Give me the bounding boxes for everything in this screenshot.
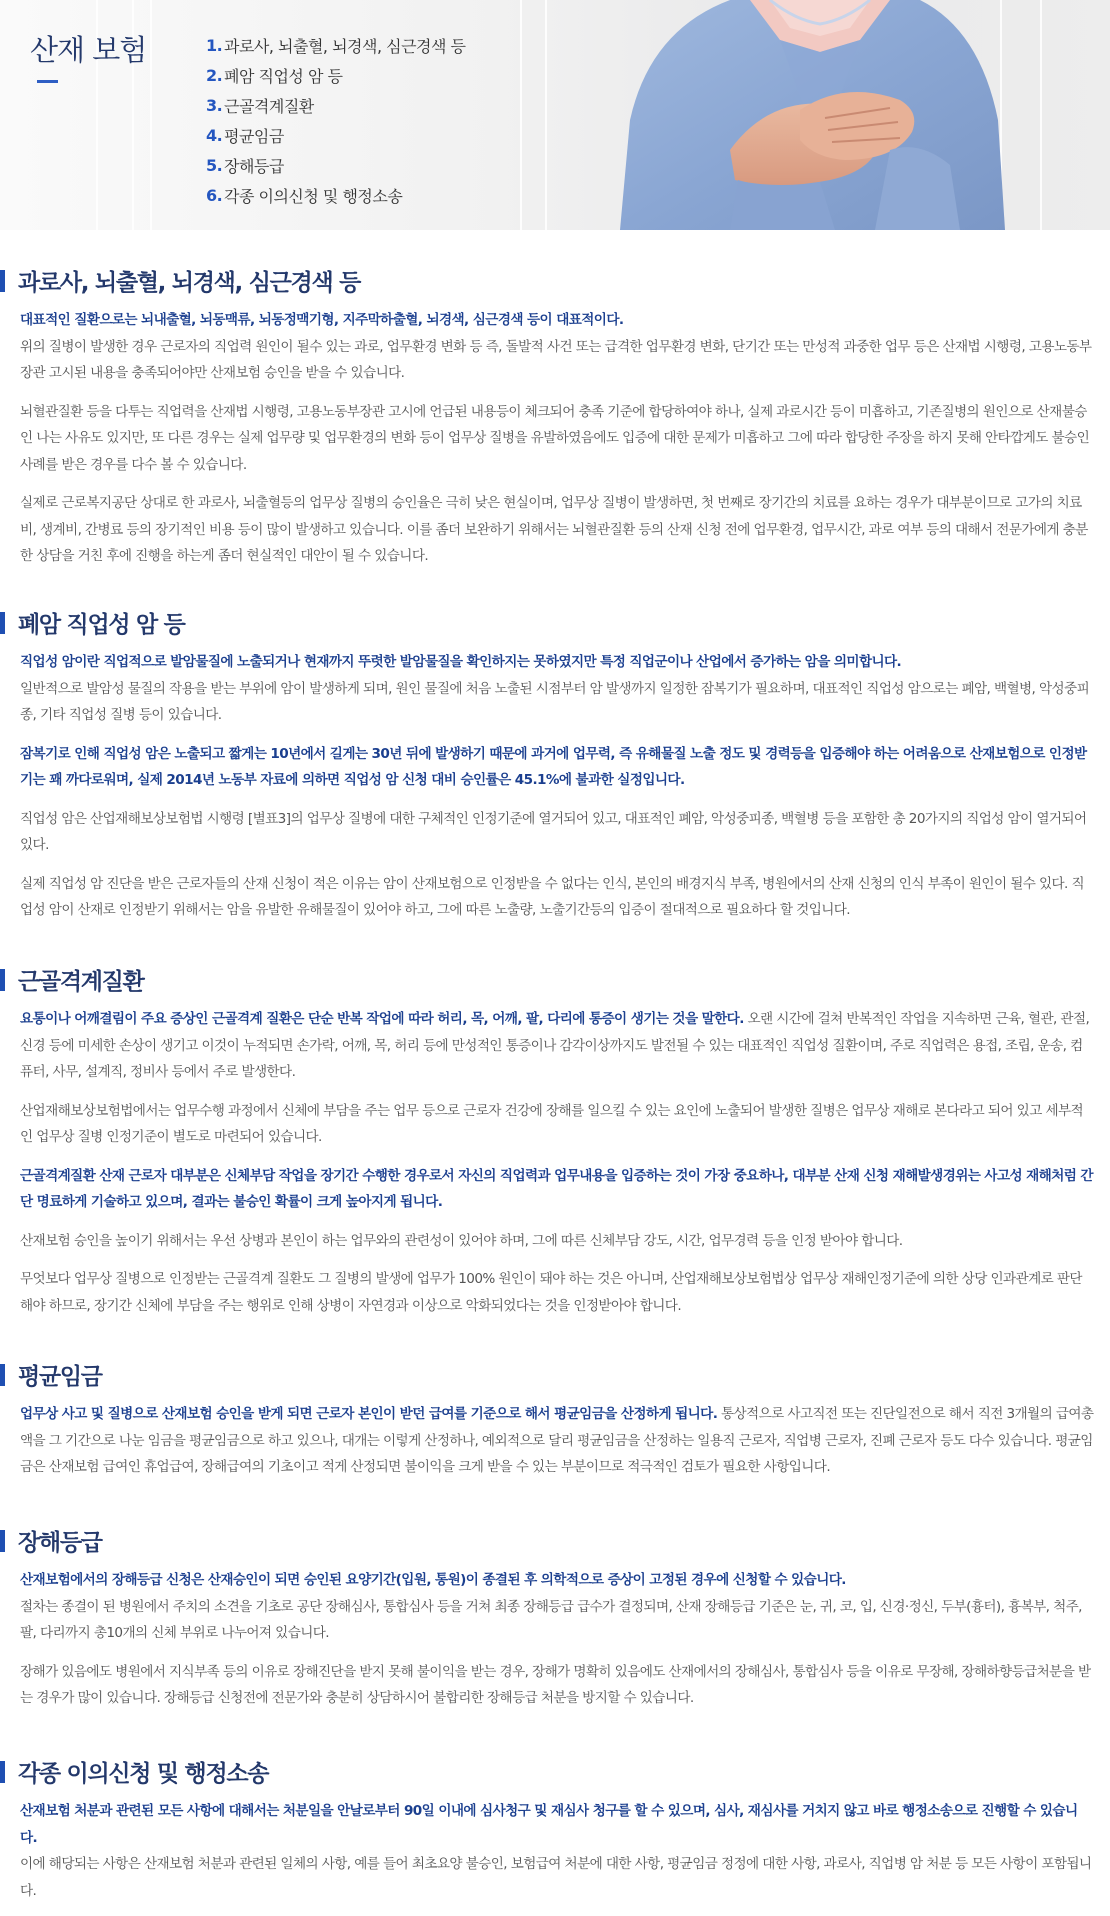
section-header <box>0 608 1110 638</box>
body-text: 오랜 시간에 걸쳐 반복적인 작업을 지속하면 근육, 혈관, 관절, 신경 등에 미세한 손상이 생기고 이것이 누적되면 손가락, 어깨, 목, 허리 등에 만성적인 통증이나 감각이상까지도 발전될 수 있는 대표적인 직업성 질환이며, 주로 직업력은 용접, 조립, 운송, 컴퓨터, 사무, 설계직, 정비사 등에서 주로 발생한다. <box>20 1011 1090 1080</box>
paragraph: 산업재해보상보험법에서는 업무수행 과정에서 신체에 부담을 주는 업무 등으로 근로자 건강에 장해를 일으킬 수 있는 요인에 노출되어 발생한 질병은 업무상 재해로 본다라고 되어 있고 세부적인 업무상 질병 인정기준이 별도로 마련되어 있습니다. <box>20 1102 1084 1145</box>
body-text: 이에 해당되는 사항은 산재보험 처분과 관련된 일체의 사항, 예를 들어 최초요양 불승인, 보험급여 처분에 대한 사항, 평균임금 정정에 대한 사항, 과로사, 직업병 암 처분 등 모든 사항이 포함됩니다. <box>20 1856 1092 1899</box>
paragraph: 뇌혈관질환 등을 다투는 직업력을 산재법 시행령, 고용노동부장관 고시에 언급된 내용등이 체크되어 충족 기준에 합당하여야 하나, 실제 과로시간 등이 미흡하고, 기존질병의 원인으로 산재불승인 나는 사유도 있지만, 또 다른 경우는 실제 업무량 및 업무환경의 변화 등이 업무상 질병을 유발하였음에도 입증에 대한 문제가 미흡하고 그에 따라 합당한 주장을 하지 못해 안타깝게도 불승인 사례를 받은 경우를 다수 볼 수 있습니다. <box>20 403 1090 473</box>
paragraph <box>20 1006 1094 1086</box>
body-text: 절차는 종결이 된 병원에서 주치의 소견을 기초로 공단 장해심사, 통합심사 등을 거쳐 최종 장해등급 급수가 결정되며, 산재 장해등급 기준은 눈, 귀, 코, 입, 신경·정신, 두부(흉터), 흉복부, 척주, 팔, 다리까지 총10개의 신체 부위로 나누어져 있습니다. <box>20 1598 1082 1641</box>
decor-stripe <box>545 0 547 230</box>
highlight-paragraph: 잠복기로 인해 직업성 암은 노출되고 짧게는 10년에서 길게는 30년 뒤에 발생하기 때문에 과거에 업무력, 즉 유해물질 노출 정도 및 경력등을 입증해야 하는 어려움으로 산재보험으로 인정받기는 꽤 까다로워며, 실제 2014년 노동부 자료에 의하면 직업성 암 신청 대비 승인률은 45.1%에 불과한 실정입니다. <box>20 745 1087 788</box>
highlight-text: 업무상 사고 및 질병으로 산재보험 승인을 받게 되면 근로자 본인이 받던 급여를 기준으로 해서 평균임금을 산정하게 됩니다. <box>20 1406 718 1422</box>
topic-link[interactable]: 3. 근골격계질환 <box>206 95 314 116</box>
section-marker <box>0 1530 5 1552</box>
topic-link[interactable]: 4. 평균임금 <box>206 125 284 146</box>
section-overwork-stroke <box>0 266 1110 582</box>
section-title: 각종 이의신청 및 행정소송 <box>18 1761 269 1787</box>
section-marker <box>0 270 5 292</box>
topic-link[interactable]: 5. 장해등급 <box>206 155 284 176</box>
section-marker <box>0 1761 5 1783</box>
section-title: 장해등급 <box>18 1530 102 1556</box>
paragraph: 직업성 암은 산업재해보상보험법 시행령 [별표3]의 업무상 질병에 대한 구체적인 인정기준에 열거되어 있고, 대표적인 폐암, 악성중피종, 백혈병 등을 포함한 총 20가지의 직업성 암이 열거되어 있다. <box>20 810 1087 853</box>
body-text: 위의 질병이 발생한 경우 근로자의 직업력 원인이 될수 있는 과로, 업무환경 변화 등 즉, 돌발적 사건 또는 급격한 업무환경 변화, 단기간 또는 만성적 과중한 업무 등은 산재법 시행령, 고용노동부장관 고시된 내용을 충족되어야만 산재보험 승인을 받을 수 있습니다. <box>20 338 1092 381</box>
highlight-paragraph: 근골격계질환 산재 근로자 대부분은 신체부담 작업을 장기간 수행한 경우로서 자신의 직업력과 업무내용을 입증하는 것이 가장 중요하나, 대부분 산재 신청 재해발생경위는 사고성 재해처럼 간단 명료하게 기술하고 있으며, 결과는 불승인 확률이 크게 높아지게 됩니다. <box>20 1167 1093 1210</box>
paragraph: 실제로 근로복지공단 상대로 한 과로사, 뇌출혈등의 업무상 질병의 승인율은 극히 낮은 현실이며, 업무상 질병이 발생하면, 첫 번째로 장기간의 치료를 요하는 경우가 대부분이므로 고가의 치료비, 생계비, 간병료 등의 장기적인 비용 등이 많이 발생하고 있습니다. 이를 좀더 보완하기 위해서는 뇌혈관질환 등의 산재 신청 전에 업무환경, 업무시간, 과로 여부 등의 대해서 전문가에게 충분한 상담을 거친 후에 진행을 하는게 좀더 현실적인 대안이 될 수 있습니다. <box>20 495 1088 564</box>
section-marker <box>0 612 5 634</box>
section-header <box>0 965 1110 995</box>
highlight-text: 직업성 암이란 직업적으로 발암물질에 노출되거나 현재까지 뚜렷한 발암물질을 확인하지는 못하였지만 특정 직업군이나 산업에서 증가하는 암을 의미합니다. <box>20 654 902 670</box>
section-header <box>0 266 1110 296</box>
topic-link[interactable]: 2. 폐암 직업성 암 등 <box>206 65 343 86</box>
section-musculoskeletal <box>0 965 1110 1331</box>
section-header <box>0 1757 1110 1787</box>
paragraph: 산재보험 승인을 높이기 위해서는 우선 상병과 본인이 하는 업무와의 관련성이 있어야 하며, 그에 따른 신체부담 강도, 시간, 업무경력 등을 인정 받아야 합니다. <box>20 1232 903 1249</box>
section-title: 과로사, 뇌출혈, 뇌경색, 심근경색 등 <box>18 270 360 296</box>
highlight-text: 대표적인 질환으로는 뇌내출혈, 뇌동맥류, 뇌동정맥기형, 지주막하출혈, 뇌경색, 심근경색 등이 대표적이다. <box>20 312 624 328</box>
body-text: 일반적으로 발암성 물질의 작용을 받는 부위에 암이 발생하게 되며, 원인 물질에 처음 노출된 시점부터 암 발생까지 일정한 잠복기가 필요하며, 대표적인 직업성 암으로는 폐암, 백혈병, 악성중피종, 기타 직업성 질병 등이 있습니다. <box>20 680 1090 723</box>
decor-stripe <box>150 0 152 230</box>
section-marker <box>0 1364 5 1386</box>
section-header <box>0 1360 1110 1390</box>
section-title: 평균임금 <box>18 1364 102 1390</box>
topic-list <box>206 30 466 210</box>
highlight-text: 산재보험 처분과 관련된 모든 사항에 대해서는 처분일을 안날로부터 90일 이내에 심사청구 및 재심사 청구를 할 수 있으며, 심사, 재심사를 거치지 않고 바로 행정소송으로 진행할 수 있습니다. <box>20 1803 1078 1846</box>
highlight-text: 요통이나 어깨결림이 주요 증상인 근골격계 질환은 단순 반복 작업에 따라 허리, 목, 어깨, 팔, 다리에 통증이 생기는 것을 말한다. <box>20 1011 744 1027</box>
paragraph <box>20 1567 1094 1647</box>
hero-photo-man-holding-chest <box>620 0 1010 230</box>
topic-link[interactable]: 1. 과로사, 뇌출혈, 뇌경색, 심근경색 등 <box>206 35 466 56</box>
section-header <box>0 1526 1110 1556</box>
paragraph: 실제 직업성 암 진단을 받은 근로자들의 산재 신청이 적은 이유는 암이 산재보험으로 인정받을 수 없다는 인식, 본인의 배경지식 부족, 병원에서의 산재 신청의 인식 부족이 원인이 될수 있다. 직업성 암이 산재로 인정받기 위해서는 암을 유발한 유해물질이 있어야 하고, 그에 따른 노출량, 노출기간등의 입증이 절대적으로 필요하다 할 것입니다. <box>20 875 1085 918</box>
paragraph <box>20 307 1094 387</box>
decor-stripe <box>1040 0 1042 230</box>
section-title: 폐암 직업성 암 등 <box>18 612 185 638</box>
page-title: 산재 보험 <box>30 33 147 67</box>
section-appeals-litigation <box>0 1757 1110 1916</box>
paragraph: 무엇보다 업무상 질병으로 인정받는 근골격계 질환도 그 질병의 발생에 업무가 100% 원인이 돼야 하는 것은 아니며, 산업재해보상보험법상 업무상 재해인정기준에 의한 상당 인과관계로 판단해야 하므로, 장기간 신체에 부담을 주는 행위로 인해 상병이 자연경과 이상으로 악화되었다는 것을 인정받아야 합니다. <box>20 1271 1082 1314</box>
paragraph <box>20 649 1094 729</box>
section-marker <box>0 969 5 991</box>
paragraph <box>20 1401 1094 1481</box>
hero-banner <box>0 0 1110 230</box>
decor-stripe <box>520 0 522 230</box>
section-occupational-cancer <box>0 608 1110 936</box>
topic-link[interactable]: 6. 각종 이의신청 및 행정소송 <box>206 185 403 206</box>
section-disability-grade <box>0 1526 1110 1724</box>
section-average-wage <box>0 1360 1110 1493</box>
paragraph: 장해가 있음에도 병원에서 지식부족 등의 이유로 장해진단을 받지 못해 불이익을 받는 경우, 장해가 명확히 있음에도 산재에서의 장해심사, 통합심사 등을 이유로 무장해, 장해하향등급처분을 받는 경우가 많이 있습니다. 장해등급 신청전에 전문가와 충분히 상담하시어 불합리한 장해등급 처분을 방지할 수 있습니다. <box>20 1663 1091 1706</box>
title-underline <box>37 80 58 83</box>
section-title: 근골격계질환 <box>18 969 144 995</box>
paragraph <box>20 1798 1094 1904</box>
body-text: 통상적으로 사고직전 또는 진단일전으로 해서 직전 3개월의 급여총액을 그 기간으로 나눈 임금을 평균임금으로 하고 있으나, 대개는 이렇게 산정하나, 예외적으로 달리 평균임금을 산정하는 일용직 근로자, 직업병 근로자, 진폐 근로자 등도 다수 있습니다. 평균임금은 산재보험 급여인 휴업급여, 장해급여의 기초이고 적게 산정되면 불이익을 크게 받을 수 있는 부분이므로 적극적인 검토가 필요한 사항입니다. <box>20 1406 1094 1475</box>
highlight-text: 산재보험에서의 장해등급 신청은 산재승인이 되면 승인된 요양기간(입원, 통원)이 종결된 후 의학적으로 증상이 고정된 경우에 신청할 수 있습니다. <box>20 1572 846 1588</box>
